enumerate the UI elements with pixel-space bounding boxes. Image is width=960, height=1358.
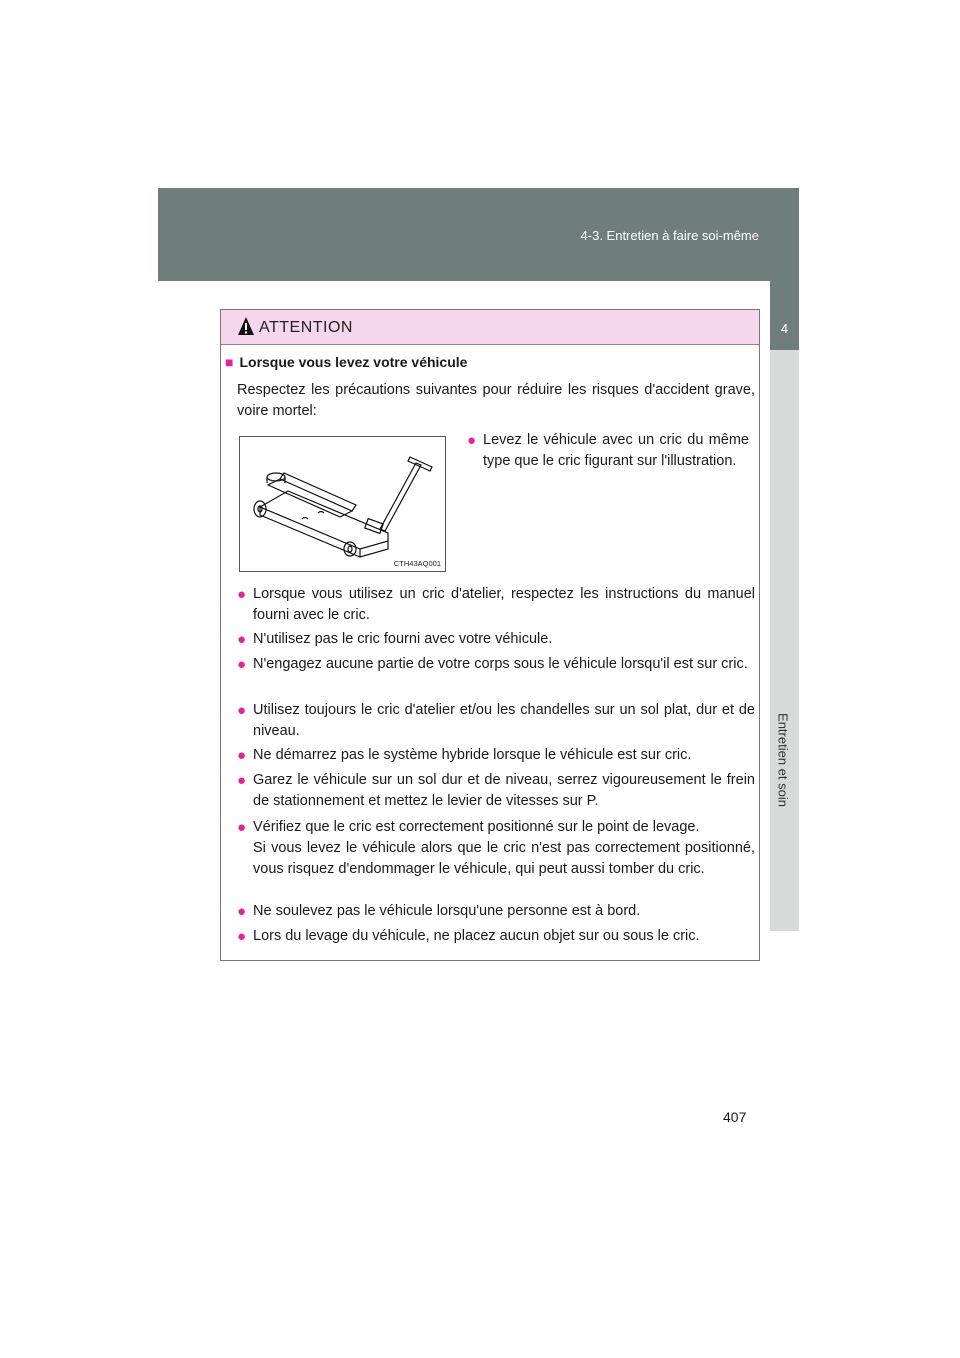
bullet-dot-icon: ●: [237, 928, 247, 945]
bullet-dot-icon: ●: [237, 586, 247, 603]
list-item: ● Lors du levage du véhicule, ne placez aucun objet sur ou sous le cric.: [237, 928, 700, 945]
chapter-tab: [770, 281, 799, 350]
bullet-dot-icon: ●: [237, 631, 247, 648]
intro-text: Respectez les précautions suivantes pour réduire les risques d'accident grave, voire mortel:: [237, 382, 755, 419]
list-item: ● Ne démarrez pas le système hybride lorsque le véhicule est sur cric.: [237, 747, 692, 764]
square-bullet-icon: ■: [225, 354, 234, 370]
section-heading: ■ Lorsque vous levez votre véhicule: [225, 354, 468, 370]
section-title: 4-3. Entretien à faire soi-même: [580, 228, 759, 243]
list-item: ● Ne soulevez pas le véhicule lorsqu'une personne est à bord.: [237, 903, 641, 920]
bullet-dot-icon: ●: [237, 702, 247, 719]
list-item: ● N'utilisez pas le cric fourni avec votre véhicule.: [237, 631, 553, 648]
bullet-dot-icon: ●: [237, 819, 247, 836]
bullet-dot-icon: ●: [467, 432, 477, 449]
caution-title: ATTENTION: [259, 319, 353, 336]
caution-box: [220, 309, 760, 961]
chapter-number: 4: [780, 321, 789, 336]
list-item: ● Lorsque vous utilisez un cric d'atelier, respectez les instructions du manuel fourni avec le cric.: [237, 586, 755, 623]
side-tab-background: [770, 350, 799, 931]
figure-code: CTH43AQ001: [393, 559, 441, 568]
list-item: ● N'engagez aucune partie de votre corps sous le véhicule lorsqu'il est sur cric.: [237, 656, 748, 673]
page-number: 407: [723, 1109, 747, 1125]
list-item: ● Levez le véhicule avec un cric du même type que le cric figurant sur l'illustration.: [467, 432, 749, 469]
list-item: ● Vérifiez que le cric est correctement positionné sur le point de levage. Si vous levez le véhicule alors que le cric n'est pas correctement positionné, vous risquez d'endommager le véhicule, qui peut aussi tomber du cric.: [237, 817, 755, 880]
floor-jack-icon: [240, 437, 445, 571]
chapter-label: Entretien et soin: [775, 713, 791, 807]
warning-icon: [237, 316, 255, 336]
list-item: ● Garez le véhicule sur un sol dur et de niveau, serrez vigoureusement le frein de stationnement et mettez le levier de vitesses sur P.: [237, 772, 755, 809]
list-item: ● Utilisez toujours le cric d'atelier et/ou les chandelles sur un sol plat, dur et de niveau.: [237, 702, 755, 739]
bullet-dot-icon: ●: [237, 747, 247, 764]
bullet-dot-icon: ●: [237, 772, 247, 789]
header-band: [158, 188, 799, 281]
bullet-dot-icon: ●: [237, 656, 247, 673]
bullet-continuation: Si vous levez le véhicule alors que le cric n'est pas correctement positionné, vous risquez d'endommager le véhicule, qui peut aussi tomber du cric.: [253, 840, 755, 877]
bullet-dot-icon: ●: [237, 903, 247, 920]
caution-header: [221, 310, 759, 345]
jack-illustration: [239, 436, 446, 572]
